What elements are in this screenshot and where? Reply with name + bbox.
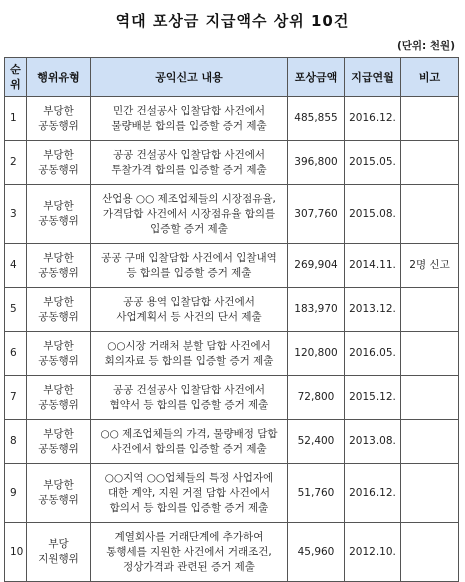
type-line: 공동행위	[38, 398, 79, 411]
type-cell	[27, 523, 91, 582]
amount-cell: 396,800	[288, 141, 345, 185]
date-cell: 2012.10.	[345, 523, 401, 582]
table-row	[5, 185, 459, 244]
rank-cell: 8	[5, 420, 27, 464]
desc-line: 협약서 등 합의를 입증할 증거 제출	[109, 398, 269, 411]
table-row	[5, 141, 459, 185]
note-cell	[401, 464, 459, 523]
note-cell	[401, 420, 459, 464]
description-cell	[91, 523, 288, 582]
type-cell	[27, 420, 91, 464]
rank-cell: 10	[5, 523, 27, 582]
type-cell	[27, 332, 91, 376]
description-cell	[91, 420, 288, 464]
desc-line: 등 합의를 입증할 증거 제출	[126, 266, 252, 279]
note-cell	[401, 185, 459, 244]
type-cell	[27, 185, 91, 244]
type-line: 부당한	[43, 251, 74, 264]
date-cell: 2016.05.	[345, 332, 401, 376]
note-cell	[401, 332, 459, 376]
table-row	[5, 523, 459, 582]
desc-line: 물량배분 합의를 입증할 증거 제출	[111, 119, 267, 132]
date-cell: 2014.11.	[345, 244, 401, 288]
rank-cell: 7	[5, 376, 27, 420]
type-line: 부당한	[43, 339, 74, 352]
note-cell	[401, 376, 459, 420]
type-line: 부당	[48, 538, 69, 550]
amount-cell: 269,904	[288, 244, 345, 288]
desc-line: 산업용 ○○ 제조업체들의 시장점유율,	[102, 192, 276, 205]
header-description: 공익신고 내용	[91, 58, 288, 97]
rank-cell: 1	[5, 97, 27, 141]
type-cell	[27, 376, 91, 420]
note-cell	[401, 141, 459, 185]
desc-line: ○○ 제조업체들의 가격, 물량배정 담합	[100, 427, 278, 440]
type-line: 공동행위	[38, 442, 79, 455]
amount-cell: 45,960	[288, 523, 345, 582]
type-line: 부당한	[43, 200, 74, 212]
type-line: 부당한	[43, 104, 74, 117]
unit-label: (단위: 천원)	[396, 40, 455, 52]
desc-line: 투찰가격 합의를 입증할 증거 제출	[111, 163, 267, 176]
description-cell	[91, 97, 288, 141]
header-date: 지급연월	[345, 58, 401, 97]
rank-cell: 2	[5, 141, 27, 185]
date-cell: 2015.05.	[345, 141, 401, 185]
type-cell	[27, 244, 91, 288]
amount-cell: 183,970	[288, 288, 345, 332]
amount-cell: 52,400	[288, 420, 345, 464]
type-line: 지원행위	[38, 553, 79, 565]
table-row	[5, 244, 459, 288]
type-line: 공동행위	[38, 266, 79, 279]
rank-cell: 3	[5, 185, 27, 244]
date-cell: 2016.12.	[345, 97, 401, 141]
type-line: 부당한	[43, 427, 74, 440]
note-cell: 2명 신고	[401, 244, 459, 288]
header-type: 행위유형	[27, 58, 91, 97]
rank-cell: 6	[5, 332, 27, 376]
header-note: 비고	[401, 58, 459, 97]
amount-cell: 307,760	[288, 185, 345, 244]
type-line: 부당한	[43, 148, 74, 161]
rank-cell: 4	[5, 244, 27, 288]
desc-line: 사건에서 합의를 입증할 증거 제출	[111, 442, 267, 455]
type-line: 공동행위	[38, 163, 79, 176]
date-cell: 2016.12.	[345, 464, 401, 523]
amount-cell: 120,800	[288, 332, 345, 376]
desc-line: 입증할 증거 제출	[150, 222, 228, 235]
table-row	[5, 332, 459, 376]
desc-line: 공공 구매 입찰담합 사건에서 입찰내역	[101, 251, 277, 264]
description-cell	[91, 244, 288, 288]
desc-line: ○○시장 거래처 분할 담합 사건에서	[107, 339, 271, 352]
desc-line: 정상가격과 관련된 증거 제출	[123, 560, 255, 573]
type-cell	[27, 464, 91, 523]
desc-line: 회의자료 등 합의를 입증할 증거 제출	[104, 354, 274, 367]
amount-cell: 485,855	[288, 97, 345, 141]
date-cell: 2015.08.	[345, 185, 401, 244]
type-line: 공동행위	[38, 215, 79, 227]
type-line: 공동행위	[38, 119, 79, 132]
table-row	[5, 97, 459, 141]
table-row	[5, 376, 459, 420]
desc-line: 계열회사를 거래단계에 추가하여	[114, 530, 264, 543]
rank-cell: 5	[5, 288, 27, 332]
page-title: 역대 포상금 지급액수 상위 10건	[115, 12, 350, 30]
table-row	[5, 464, 459, 523]
description-cell	[91, 141, 288, 185]
note-cell	[401, 523, 459, 582]
type-cell	[27, 97, 91, 141]
desc-line: 민간 건설공사 입찰담합 사건에서	[112, 104, 265, 117]
note-cell	[401, 288, 459, 332]
desc-line: 합의서 등 합의를 입증할 증거 제출	[109, 501, 269, 514]
table-header-row	[5, 58, 459, 97]
desc-line: 사업계획서 등 사건의 단서 제출	[116, 310, 262, 323]
desc-line: 공공 건설공사 입찰담합 사건에서	[112, 383, 265, 396]
desc-line: 대한 계약, 지원 거절 담합 사건에서	[107, 486, 271, 499]
amount-cell: 51,760	[288, 464, 345, 523]
type-line: 부당한	[43, 383, 74, 396]
desc-line: 공공 용역 입찰담합 사건에서	[123, 295, 255, 308]
type-line: 부당한	[43, 295, 74, 308]
description-cell	[91, 185, 288, 244]
description-cell	[91, 376, 288, 420]
desc-line: 가격담합 사건에서 시장점유율 합의를	[102, 207, 276, 220]
description-cell	[91, 332, 288, 376]
note-cell	[401, 97, 459, 141]
type-line: 공동행위	[38, 354, 79, 367]
header-amount: 포상금액	[288, 58, 345, 97]
reward-table	[4, 57, 459, 582]
table-row	[5, 288, 459, 332]
rank-cell: 9	[5, 464, 27, 523]
type-line: 공동행위	[38, 310, 79, 323]
type-cell	[27, 288, 91, 332]
type-cell	[27, 141, 91, 185]
type-line: 부당한	[43, 479, 74, 491]
table-row	[5, 420, 459, 464]
description-cell	[91, 464, 288, 523]
header-rank: 순 위	[5, 58, 27, 97]
desc-line: ○○지역 ○○업체들의 특정 사업자에	[104, 471, 274, 484]
amount-cell: 72,800	[288, 376, 345, 420]
date-cell: 2013.12.	[345, 288, 401, 332]
date-cell: 2013.08.	[345, 420, 401, 464]
desc-line: 통행세를 지원한 사건에서 거래조건,	[106, 545, 272, 558]
date-cell: 2015.12.	[345, 376, 401, 420]
desc-line: 공공 건설공사 입찰담합 사건에서	[112, 148, 265, 161]
type-line: 공동행위	[38, 494, 79, 506]
description-cell	[91, 288, 288, 332]
